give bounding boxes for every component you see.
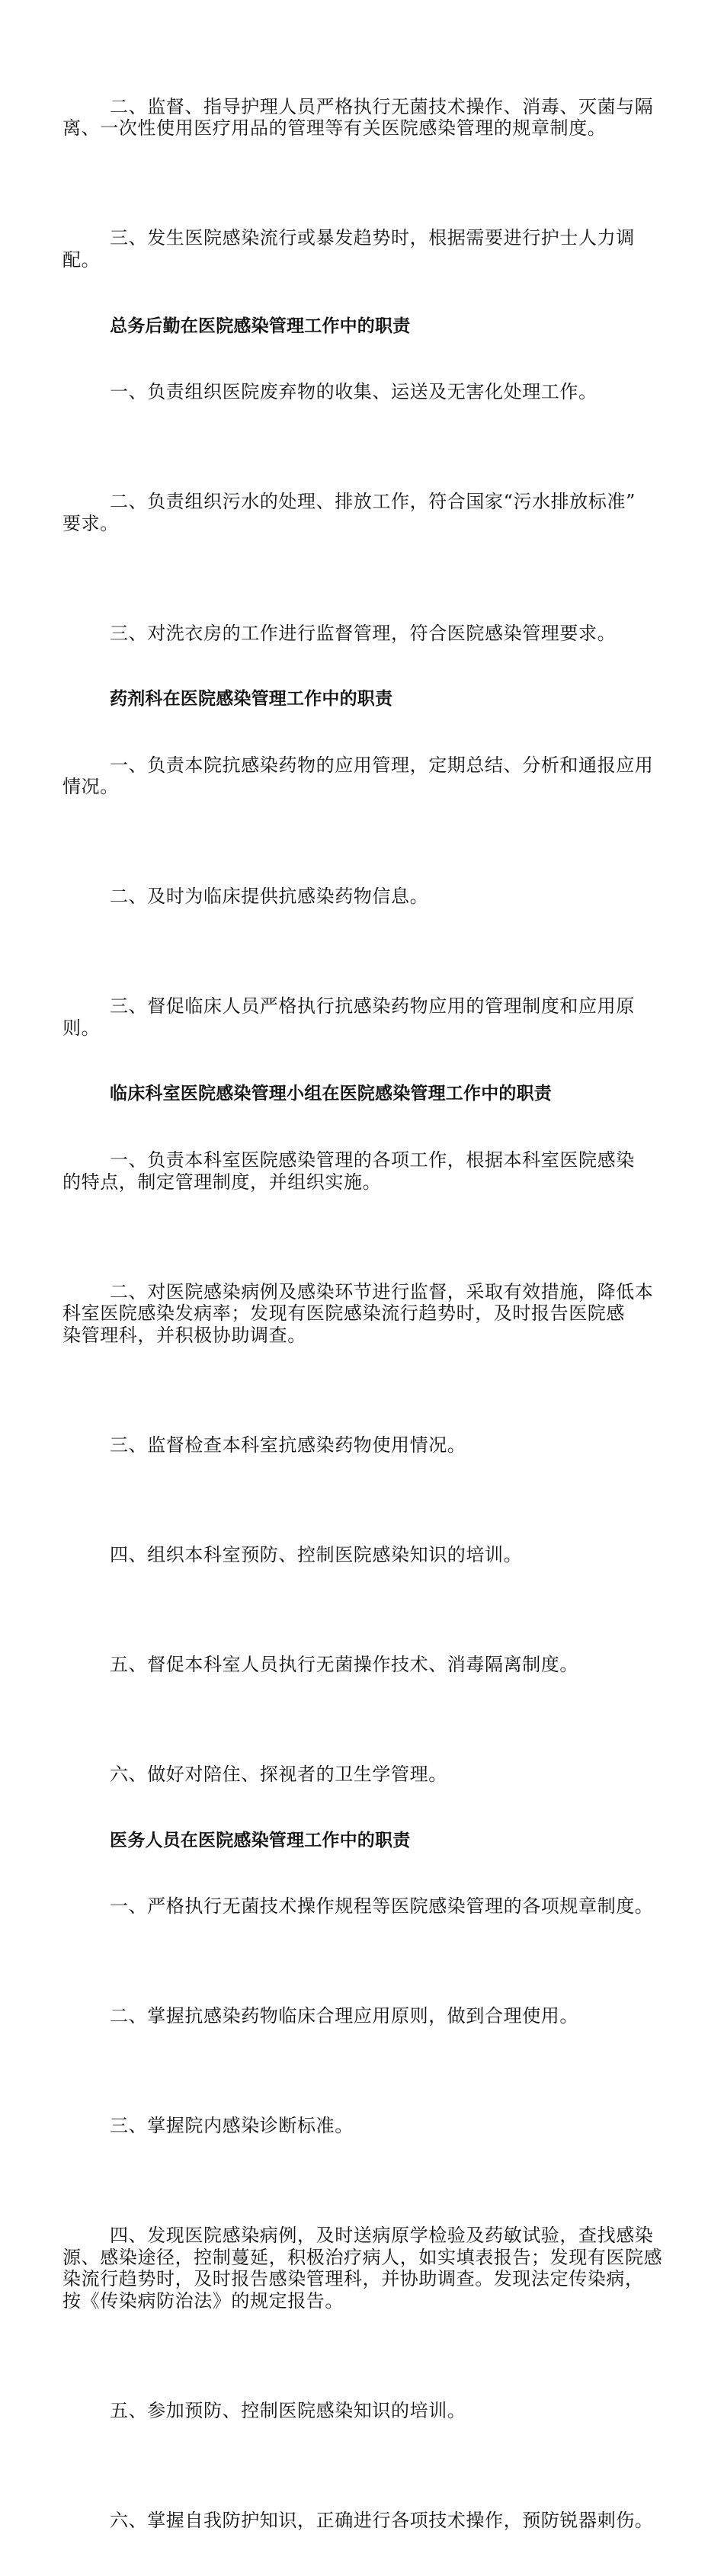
text-line: 按《传染病防治法》的规定报告。 — [62, 2290, 344, 2312]
text-line: 三、对洗衣房的工作进行监督管理，符合医院感染管理要求。 — [110, 622, 617, 644]
paragraph — [62, 842, 665, 952]
text-line: 则。 — [62, 1017, 101, 1040]
paragraph — [62, 1501, 665, 1610]
text-line: 六、做好对陪住、探视者的卫生学管理。 — [110, 1764, 447, 1786]
text-line: 要求。 — [62, 512, 119, 534]
text-line: 二、及时为临床提供抗感染药物信息。 — [110, 886, 429, 908]
paragraph — [62, 1391, 665, 1501]
text-line: 五、督促本科室人员执行无菌操作技术、消毒隔离制度。 — [110, 1654, 578, 1676]
paragraph — [62, 2357, 665, 2466]
text-line: 二、负责组织污水的处理、排放工作，符合国家“污水排放标准” — [110, 490, 636, 512]
paragraph — [62, 578, 665, 688]
paragraph — [62, 710, 665, 842]
text-line: 配。 — [62, 249, 101, 271]
text-line: 三、监督检查本科室抗感染药物使用情况。 — [110, 1434, 466, 1456]
paragraph — [62, 447, 665, 578]
paragraph — [62, 1237, 665, 1391]
paragraph — [62, 952, 665, 1084]
text-line: 源、感染途径，控制蔓延，积极治疗病人，如实填表报告；发现有医院感 — [62, 2246, 663, 2268]
section-heading: 医务人员在医院感染管理工作中的职责 — [110, 1830, 411, 1850]
section-heading: 临床科室医院感染管理小组在医院感染管理工作中的职责 — [110, 1084, 552, 1104]
paragraph — [62, 1105, 665, 1237]
text-line: 三、督促临床人员严格执行抗感染药物应用的管理制度和应用原 — [110, 995, 635, 1017]
text-line: 情况。 — [62, 776, 119, 798]
text-line: 一、负责本科室医院感染管理的各项工作，根据本科室医院感染 — [110, 1149, 635, 1171]
text-line: 六、掌握自我防护知识，正确进行各项技术操作，预防锐器刺伤。 — [110, 2510, 654, 2532]
text-line: 五、参加预防、控制医院感染知识的培训。 — [110, 2400, 466, 2422]
paragraph — [62, 1610, 665, 1720]
paragraph — [62, 2466, 665, 2576]
section-heading: 药剂科在医院感染管理工作中的职责 — [110, 689, 393, 710]
paragraph — [62, 337, 665, 447]
paragraph — [62, 1851, 665, 1961]
text-line: 二、监督、指导护理人员严格执行无菌技术操作、消毒、灭菌与隔 — [110, 95, 654, 117]
text-line: 一、负责组织医院废弃物的收集、运送及无害化处理工作。 — [110, 380, 597, 402]
text-line: 染流行趋势时，及时报告感染管理科，并协助调查。发现法定传染病， — [62, 2268, 644, 2290]
text-line: 染管理科，并积极协助调查。 — [62, 1325, 306, 1347]
text-line: 四、组织本科室预防、控制医院感染知识的培训。 — [110, 1544, 523, 1566]
text-line: 的特点，制定管理制度，并组织实施。 — [62, 1171, 382, 1193]
paragraph — [62, 184, 665, 316]
text-line: 四、发现医院感染病例，及时送病原学检验及药敏试验，查找感染 — [110, 2224, 654, 2246]
text-line: 二、掌握抗感染药物临床合理应用原则，做到合理使用。 — [110, 2004, 578, 2027]
text-line: 一、严格执行无菌技术操作规程等医院感染管理的各项规章制度。 — [110, 1895, 654, 1917]
text-line: 三、掌握院内感染诊断标准。 — [110, 2114, 354, 2136]
text-line: 离、一次性使用医疗用品的管理等有关医院感染管理的规章制度。 — [62, 117, 607, 139]
text-line: 科室医院感染发病率；发现有医院感染流行趋势时，及时报告医院感 — [62, 1302, 625, 1325]
paragraph — [62, 52, 665, 184]
paragraph — [62, 2180, 665, 2356]
text-line: 三、发生医院感染流行或暴发趋势时，根据需要进行护士人力调 — [110, 227, 635, 249]
document-page — [62, 52, 665, 2576]
paragraph — [62, 2071, 665, 2180]
text-line: 二、对医院感染病例及感染环节进行监督，采取有效措施，降低本 — [110, 1280, 654, 1302]
paragraph — [62, 1720, 665, 1830]
section-heading: 总务后勤在医院感染管理工作中的职责 — [110, 316, 411, 336]
paragraph — [62, 1961, 665, 2071]
text-line: 一、负责本院抗感染药物的应用管理，定期总结、分析和通报应用 — [110, 754, 654, 776]
